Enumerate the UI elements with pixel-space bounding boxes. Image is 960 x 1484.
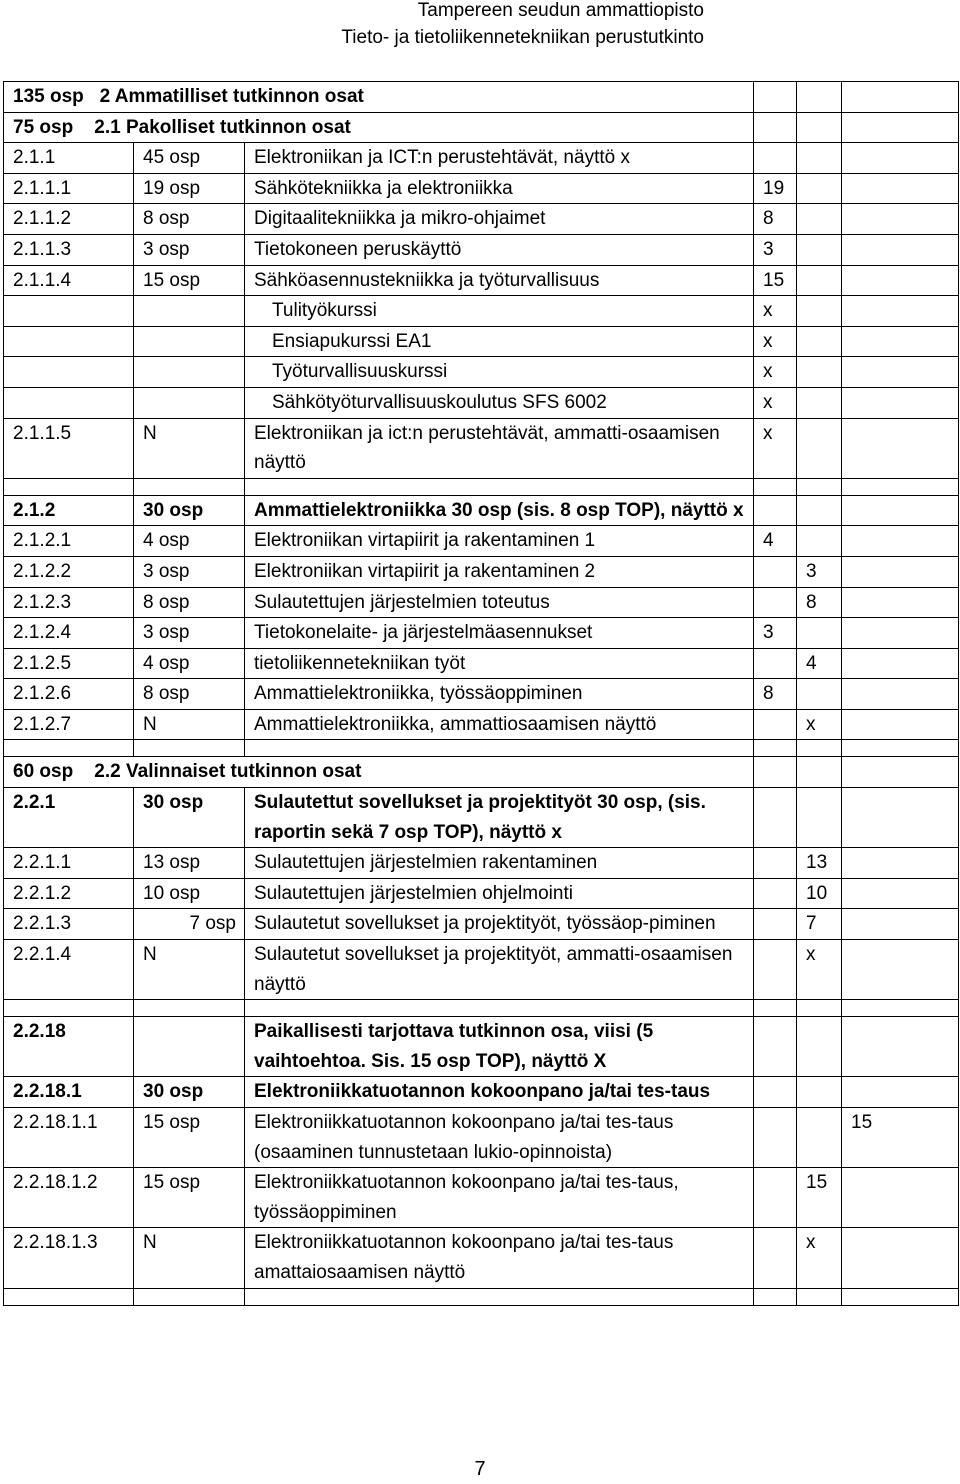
row-mark-3 bbox=[842, 940, 959, 1000]
row-title: Elektroniikan virtapiirit ja rakentaminen 2 bbox=[245, 556, 754, 587]
row-mark-3 bbox=[842, 173, 959, 204]
table-row bbox=[4, 387, 959, 418]
row-mark-2: 3 bbox=[797, 556, 842, 587]
spacer-row bbox=[4, 1000, 959, 1017]
row-title bbox=[245, 1288, 754, 1305]
row-code: 2.1.1.3 bbox=[4, 234, 134, 265]
row-title bbox=[245, 740, 754, 757]
row-code bbox=[4, 478, 134, 495]
table-row bbox=[4, 1228, 959, 1288]
row-code: 2.1.2.5 bbox=[4, 648, 134, 679]
row-title: Tietokoneen peruskäyttö bbox=[245, 234, 754, 265]
row-title bbox=[245, 478, 754, 495]
row-mark-2 bbox=[797, 757, 842, 788]
table-row bbox=[4, 526, 959, 557]
row-code: 2.2.18 bbox=[4, 1017, 134, 1077]
row-code: 2.1.1.5 bbox=[4, 418, 134, 478]
row-mark-2: 7 bbox=[797, 909, 842, 940]
row-code: 2.1.2.4 bbox=[4, 618, 134, 649]
row-credits bbox=[134, 387, 245, 418]
row-credits: 3 osp bbox=[134, 234, 245, 265]
row-mark-3 bbox=[842, 788, 959, 848]
row-mark-1 bbox=[754, 478, 797, 495]
row-code bbox=[4, 740, 134, 757]
row-code: 2.2.1.1 bbox=[4, 848, 134, 879]
row-credits bbox=[134, 478, 245, 495]
row-mark-3 bbox=[842, 757, 959, 788]
row-mark-2: x bbox=[797, 940, 842, 1000]
row-mark-2 bbox=[797, 143, 842, 174]
row-mark-1: 15 bbox=[754, 265, 797, 296]
table-row bbox=[4, 1017, 959, 1077]
row-code bbox=[4, 357, 134, 388]
row-mark-2 bbox=[797, 112, 842, 143]
row-code: 2.2.1 bbox=[4, 788, 134, 848]
row-code: 2.1.1.4 bbox=[4, 265, 134, 296]
row-title: Tulityökurssi bbox=[245, 296, 754, 327]
row-mark-2 bbox=[797, 1288, 842, 1305]
row-mark-1: x bbox=[754, 296, 797, 327]
row-code: 2.1.2.1 bbox=[4, 526, 134, 557]
row-mark-1 bbox=[754, 82, 797, 113]
table-row bbox=[4, 909, 959, 940]
row-mark-3 bbox=[842, 709, 959, 740]
row-credits bbox=[134, 1000, 245, 1017]
row-mark-3 bbox=[842, 740, 959, 757]
row-mark-2 bbox=[797, 326, 842, 357]
row-mark-2 bbox=[797, 296, 842, 327]
row-mark-1 bbox=[754, 556, 797, 587]
table-row bbox=[4, 357, 959, 388]
row-mark-2: 4 bbox=[797, 648, 842, 679]
table-row bbox=[4, 587, 959, 618]
table-row bbox=[4, 143, 959, 174]
table-row bbox=[4, 173, 959, 204]
row-mark-3 bbox=[842, 526, 959, 557]
row-credits: 30 osp bbox=[134, 1077, 245, 1108]
header-degree: Tieto- ja tietoliikennetekniikan perustutkinto bbox=[341, 27, 704, 48]
row-mark-1 bbox=[754, 587, 797, 618]
row-mark-2 bbox=[797, 204, 842, 235]
row-mark-1 bbox=[754, 648, 797, 679]
row-mark-3 bbox=[842, 679, 959, 710]
row-mark-1 bbox=[754, 1000, 797, 1017]
table-row bbox=[4, 265, 959, 296]
row-mark-2: 10 bbox=[797, 878, 842, 909]
row-mark-1: 8 bbox=[754, 204, 797, 235]
row-credits: 7 osp bbox=[134, 909, 245, 940]
row-title: Ammattielektroniikka, työssäoppiminen bbox=[245, 679, 754, 710]
section-heading: 60 osp 2.2 Valinnaiset tutkinnon osat bbox=[4, 757, 754, 788]
table-row bbox=[4, 709, 959, 740]
row-credits: N bbox=[134, 709, 245, 740]
row-credits: 10 osp bbox=[134, 878, 245, 909]
row-title: Sulautettujen järjestelmien rakentaminen bbox=[245, 848, 754, 879]
row-mark-1: 8 bbox=[754, 679, 797, 710]
table-row bbox=[4, 1108, 959, 1168]
row-mark-1: x bbox=[754, 326, 797, 357]
row-mark-1 bbox=[754, 788, 797, 848]
row-title: Sulautettujen järjestelmien toteutus bbox=[245, 587, 754, 618]
row-mark-3 bbox=[842, 418, 959, 478]
row-credits: 45 osp bbox=[134, 143, 245, 174]
row-title: tietoliikennetekniikan työt bbox=[245, 648, 754, 679]
row-credits bbox=[134, 740, 245, 757]
row-mark-1 bbox=[754, 940, 797, 1000]
row-title: Ammattielektroniikka, ammattiosaamisen näyttö bbox=[245, 709, 754, 740]
row-mark-1 bbox=[754, 878, 797, 909]
row-mark-3 bbox=[842, 556, 959, 587]
row-code bbox=[4, 326, 134, 357]
row-mark-3 bbox=[842, 204, 959, 235]
row-mark-3 bbox=[842, 848, 959, 879]
row-mark-3 bbox=[842, 1017, 959, 1077]
row-mark-2 bbox=[797, 1077, 842, 1108]
row-code bbox=[4, 296, 134, 327]
row-mark-1: x bbox=[754, 387, 797, 418]
row-credits: 19 osp bbox=[134, 173, 245, 204]
row-mark-1 bbox=[754, 757, 797, 788]
table-row bbox=[4, 757, 959, 788]
row-mark-3 bbox=[842, 909, 959, 940]
row-mark-2 bbox=[797, 679, 842, 710]
table-row bbox=[4, 940, 959, 1000]
row-title: Paikallisesti tarjottava tutkinnon osa, viisi (5 vaihtoehtoa. Sis. 15 osp TOP), näyttö X bbox=[245, 1017, 754, 1077]
row-title: Elektroniikan ja ICT:n perustehtävät, näyttö x bbox=[245, 143, 754, 174]
row-mark-2 bbox=[797, 418, 842, 478]
row-title: Elektroniikkatuotannon kokoonpano ja/tai tes-taus (osaaminen tunnustetaan lukio-opinnoista) bbox=[245, 1108, 754, 1168]
row-credits: 8 osp bbox=[134, 679, 245, 710]
row-credits bbox=[134, 296, 245, 327]
row-title: Elektroniikan virtapiirit ja rakentaminen 1 bbox=[245, 526, 754, 557]
row-code: 2.1.2.2 bbox=[4, 556, 134, 587]
section-heading: 75 osp 2.1 Pakolliset tutkinnon osat bbox=[4, 112, 754, 143]
row-mark-2: 8 bbox=[797, 587, 842, 618]
row-mark-3 bbox=[842, 82, 959, 113]
row-credits: N bbox=[134, 418, 245, 478]
table-row bbox=[4, 1168, 959, 1228]
page-number: 7 bbox=[474, 1458, 486, 1480]
row-title: Sähköasennustekniikka ja työturvallisuus bbox=[245, 265, 754, 296]
row-mark-1 bbox=[754, 709, 797, 740]
row-mark-2 bbox=[797, 265, 842, 296]
row-credits bbox=[134, 1288, 245, 1305]
row-code bbox=[4, 387, 134, 418]
row-mark-1: 4 bbox=[754, 526, 797, 557]
curriculum-table bbox=[3, 81, 959, 1306]
row-mark-2 bbox=[797, 478, 842, 495]
row-mark-2 bbox=[797, 357, 842, 388]
row-credits bbox=[134, 357, 245, 388]
row-mark-1: 3 bbox=[754, 234, 797, 265]
row-credits: 8 osp bbox=[134, 204, 245, 235]
row-mark-3 bbox=[842, 1077, 959, 1108]
row-mark-3 bbox=[842, 143, 959, 174]
row-mark-1: 3 bbox=[754, 618, 797, 649]
row-mark-3 bbox=[842, 387, 959, 418]
row-credits: 3 osp bbox=[134, 556, 245, 587]
row-mark-3 bbox=[842, 618, 959, 649]
row-mark-2 bbox=[797, 495, 842, 526]
row-credits: 13 osp bbox=[134, 848, 245, 879]
row-mark-3: 15 bbox=[842, 1108, 959, 1168]
row-mark-2 bbox=[797, 387, 842, 418]
row-mark-1 bbox=[754, 1288, 797, 1305]
row-credits: N bbox=[134, 940, 245, 1000]
row-title: Sulautetut sovellukset ja projektityöt, työssäop-piminen bbox=[245, 909, 754, 940]
row-code: 2.1.2.6 bbox=[4, 679, 134, 710]
table-row bbox=[4, 326, 959, 357]
row-code: 2.2.18.1.3 bbox=[4, 1228, 134, 1288]
row-code: 2.1.2.3 bbox=[4, 587, 134, 618]
row-mark-3 bbox=[842, 587, 959, 618]
row-mark-1 bbox=[754, 1108, 797, 1168]
row-mark-2 bbox=[797, 1000, 842, 1017]
row-mark-3 bbox=[842, 1168, 959, 1228]
header-institution: Tampereen seudun ammattiopisto bbox=[417, 0, 704, 21]
row-title: Sulautetut sovellukset ja projektityöt, ammatti-osaamisen näyttö bbox=[245, 940, 754, 1000]
row-code: 2.1.1 bbox=[4, 143, 134, 174]
row-mark-1 bbox=[754, 740, 797, 757]
row-credits: N bbox=[134, 1228, 245, 1288]
row-mark-2 bbox=[797, 173, 842, 204]
row-credits: 8 osp bbox=[134, 587, 245, 618]
row-mark-1: 19 bbox=[754, 173, 797, 204]
row-code: 2.1.2 bbox=[4, 495, 134, 526]
row-code: 2.2.1.3 bbox=[4, 909, 134, 940]
table-row bbox=[4, 495, 959, 526]
row-mark-3 bbox=[842, 1228, 959, 1288]
table-row bbox=[4, 296, 959, 327]
row-title: Elektroniikkatuotannon kokoonpano ja/tai tes-taus bbox=[245, 1077, 754, 1108]
row-title: Elektroniikan ja ict:n perustehtävät, ammatti-osaamisen näyttö bbox=[245, 418, 754, 478]
table-row bbox=[4, 82, 959, 113]
row-mark-1 bbox=[754, 1168, 797, 1228]
row-mark-2: x bbox=[797, 709, 842, 740]
row-mark-2: 13 bbox=[797, 848, 842, 879]
table-row bbox=[4, 1077, 959, 1108]
row-mark-3 bbox=[842, 265, 959, 296]
row-credits: 15 osp bbox=[134, 1108, 245, 1168]
row-mark-3 bbox=[842, 296, 959, 327]
table-row bbox=[4, 112, 959, 143]
spacer-row bbox=[4, 740, 959, 757]
table-row bbox=[4, 556, 959, 587]
row-mark-1: x bbox=[754, 418, 797, 478]
row-title: Elektroniikkatuotannon kokoonpano ja/tai tes-taus, työssäoppiminen bbox=[245, 1168, 754, 1228]
table-row bbox=[4, 679, 959, 710]
row-mark-3 bbox=[842, 1288, 959, 1305]
row-code: 2.1.1.1 bbox=[4, 173, 134, 204]
row-mark-3 bbox=[842, 357, 959, 388]
row-code bbox=[4, 1288, 134, 1305]
row-mark-3 bbox=[842, 648, 959, 679]
row-code: 2.1.2.7 bbox=[4, 709, 134, 740]
row-mark-1 bbox=[754, 1077, 797, 1108]
row-mark-2 bbox=[797, 788, 842, 848]
spacer-row bbox=[4, 1288, 959, 1305]
row-code: 2.2.1.2 bbox=[4, 878, 134, 909]
row-mark-2 bbox=[797, 1017, 842, 1077]
row-mark-1: x bbox=[754, 357, 797, 388]
row-code: 2.2.18.1.1 bbox=[4, 1108, 134, 1168]
row-credits: 15 osp bbox=[134, 1168, 245, 1228]
row-mark-2 bbox=[797, 618, 842, 649]
row-credits: 3 osp bbox=[134, 618, 245, 649]
table-row bbox=[4, 418, 959, 478]
row-mark-1 bbox=[754, 1228, 797, 1288]
row-mark-2: x bbox=[797, 1228, 842, 1288]
row-credits: 30 osp bbox=[134, 788, 245, 848]
row-mark-3 bbox=[842, 478, 959, 495]
row-title: Tietokonelaite- ja järjestelmäasennukset bbox=[245, 618, 754, 649]
row-title: Ammattielektroniikka 30 osp (sis. 8 osp TOP), näyttö x bbox=[245, 495, 754, 526]
table-row bbox=[4, 848, 959, 879]
row-mark-1 bbox=[754, 909, 797, 940]
row-mark-1 bbox=[754, 848, 797, 879]
row-mark-1 bbox=[754, 495, 797, 526]
table-row bbox=[4, 788, 959, 848]
row-code: 2.1.1.2 bbox=[4, 204, 134, 235]
table-row bbox=[4, 618, 959, 649]
row-mark-3 bbox=[842, 112, 959, 143]
row-mark-1 bbox=[754, 1017, 797, 1077]
row-title: Sulautettujen järjestelmien ohjelmointi bbox=[245, 878, 754, 909]
row-mark-3 bbox=[842, 878, 959, 909]
row-title: Sähkötekniikka ja elektroniikka bbox=[245, 173, 754, 204]
table-row bbox=[4, 234, 959, 265]
row-code: 2.2.1.4 bbox=[4, 940, 134, 1000]
row-credits bbox=[134, 1017, 245, 1077]
table-row bbox=[4, 204, 959, 235]
row-title bbox=[245, 1000, 754, 1017]
row-credits: 30 osp bbox=[134, 495, 245, 526]
spacer-row bbox=[4, 478, 959, 495]
row-credits: 4 osp bbox=[134, 526, 245, 557]
section-heading: 135 osp 2 Ammatilliset tutkinnon osat bbox=[4, 82, 754, 113]
row-mark-2 bbox=[797, 1108, 842, 1168]
row-code: 2.2.18.1.2 bbox=[4, 1168, 134, 1228]
row-title: Sähkötyöturvallisuuskoulutus SFS 6002 bbox=[245, 387, 754, 418]
row-mark-2 bbox=[797, 526, 842, 557]
row-mark-3 bbox=[842, 1000, 959, 1017]
row-mark-1 bbox=[754, 143, 797, 174]
row-mark-2 bbox=[797, 234, 842, 265]
table-row bbox=[4, 878, 959, 909]
row-mark-1 bbox=[754, 112, 797, 143]
row-title: Elektroniikkatuotannon kokoonpano ja/tai tes-taus amattaiosaamisen näyttö bbox=[245, 1228, 754, 1288]
row-title: Sulautettut sovellukset ja projektityöt 30 osp, (sis. raportin sekä 7 osp TOP), näyttö x bbox=[245, 788, 754, 848]
row-credits bbox=[134, 326, 245, 357]
row-mark-2 bbox=[797, 82, 842, 113]
row-mark-2: 15 bbox=[797, 1168, 842, 1228]
row-credits: 4 osp bbox=[134, 648, 245, 679]
row-credits: 15 osp bbox=[134, 265, 245, 296]
row-mark-3 bbox=[842, 495, 959, 526]
row-mark-3 bbox=[842, 326, 959, 357]
row-title: Työturvallisuuskurssi bbox=[245, 357, 754, 388]
row-title: Ensiapukurssi EA1 bbox=[245, 326, 754, 357]
row-code: 2.2.18.1 bbox=[4, 1077, 134, 1108]
row-code bbox=[4, 1000, 134, 1017]
table-row bbox=[4, 648, 959, 679]
row-mark-2 bbox=[797, 740, 842, 757]
row-mark-3 bbox=[842, 234, 959, 265]
row-title: Digitaalitekniikka ja mikro-ohjaimet bbox=[245, 204, 754, 235]
